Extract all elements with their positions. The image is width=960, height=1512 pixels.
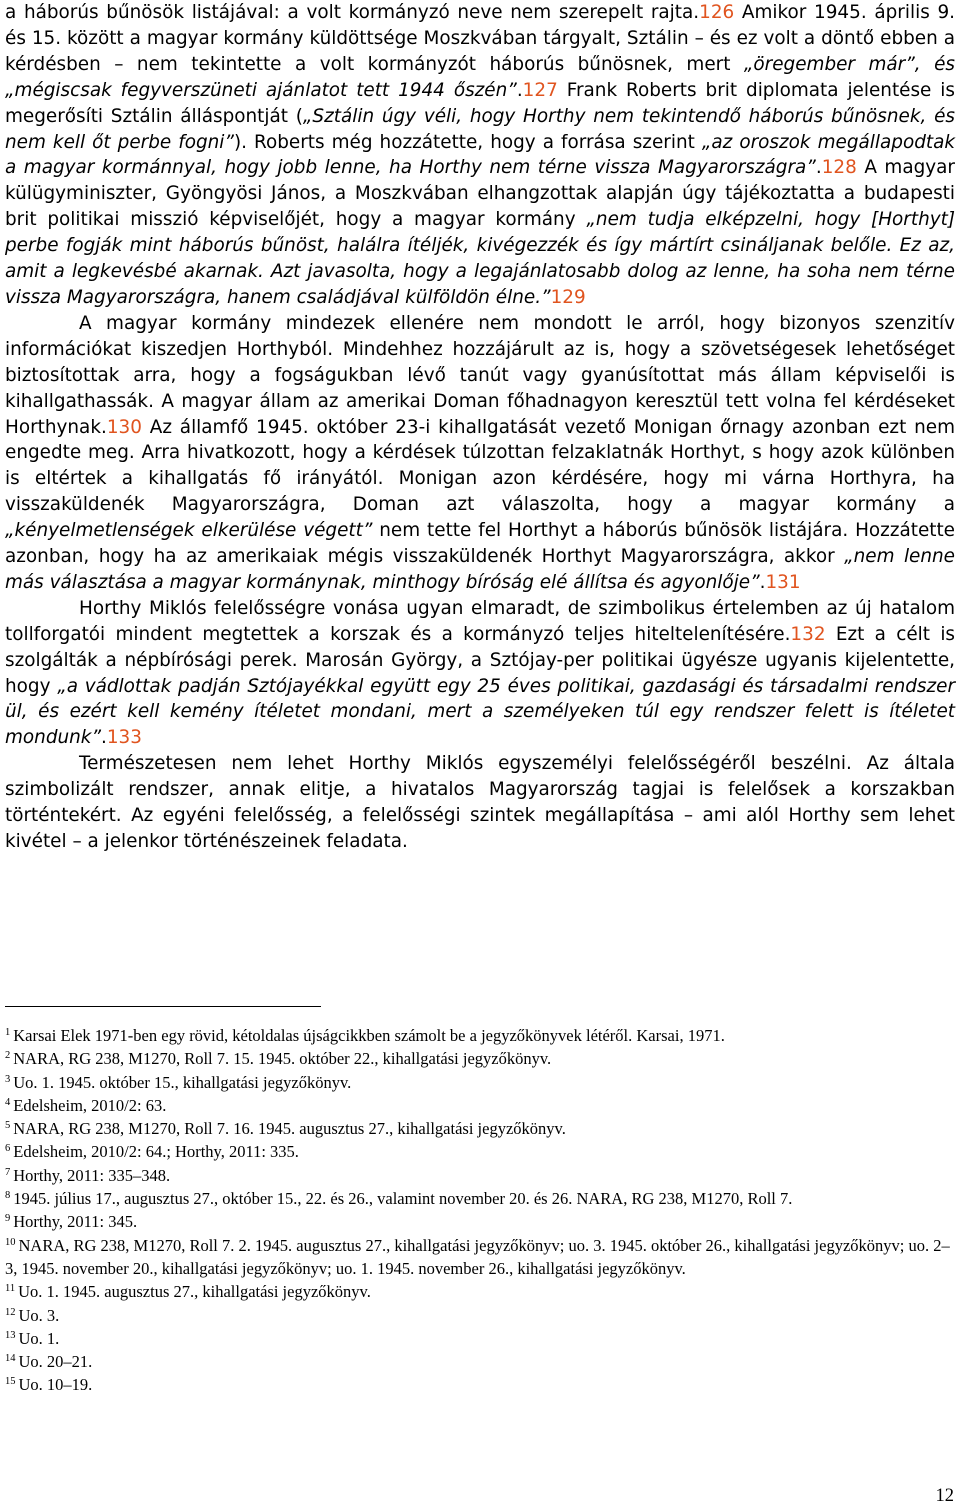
footnote-text: Uo. 1. 1945. augusztus 27., kihallgatási jegyzőkönyv. [18, 1282, 371, 1302]
footnote-number: 4 [5, 1096, 11, 1108]
quotation: „a vádlottak padján Sztójayékkal együtt egy 25 éves politikai, gazdasági és társadalmi rendszer ül, és ezért kell kemény ítéletet mondani, mert a személyeken túl egy rendszer felett is ítéletet mondunk” [5, 675, 956, 749]
quotation: „nem lenne más választása a magyar kormánynak, minthogy bíróság elé állítsa és agyonlője” [5, 546, 956, 593]
text-run: . [815, 157, 822, 179]
footnote-number: 10 [5, 1236, 16, 1248]
footnote-reference: 126 [699, 2, 735, 23]
footnote-number: 12 [5, 1306, 16, 1318]
footnote-text: Uo. 10–19. [18, 1375, 93, 1395]
footnote [5, 1234, 955, 1281]
footnotes [5, 1024, 955, 1397]
footnote-text: Uo. 3. [18, 1305, 60, 1325]
footnote [5, 1117, 955, 1140]
footnote-number: 13 [5, 1329, 16, 1341]
footnote-number: 5 [5, 1120, 11, 1132]
text-run: A magyar külügyminiszter, Gyöngyösi János, a Moszkvában elhangzottak alapján úgy tájékoztatta a budapesti brit politikai misszió képviselőjét, hogy a magyar kormány [5, 157, 955, 231]
footnote-text: NARA, RG 238, M1270, Roll 7. 2. 1945. augusztus 27., kihallgatási jegyzőkönyv; uo. 3. 1945. október 26., kihallgatási jegyzőkönyv; uo. 2–3, 1945. november 20., kihallgatási jegyzőkönyv; uo. 1. 1945. november 26., kihallgatási jegyzőkönyv. [5, 1235, 950, 1278]
footnote [5, 1304, 955, 1327]
footnote-number: 7 [5, 1166, 11, 1178]
footnote-text: Horthy, 2011: 345. [13, 1212, 138, 1232]
footnote-reference: 127 [522, 79, 558, 101]
footnote-text: NARA, RG 238, M1270, Roll 7. 16. 1945. augusztus 27., kihallgatási jegyzőkönyv. [13, 1119, 566, 1139]
footnote-reference: 128 [821, 157, 857, 179]
text-run: nem tette fel Horthyt a háborús bűnösök listájára. Hozzátette azonban, hogy ha az amerikaiak mégis visszaküldenék Horthyt Magyarországra, akkor [5, 520, 956, 568]
footnote [5, 1373, 955, 1396]
page-number: 12 [935, 1486, 954, 1506]
footnote-reference: 133 [106, 727, 142, 749]
footnote-separator [5, 1006, 321, 1007]
footnote [5, 1350, 955, 1373]
text-run: a háborús bűnösök listájával: a volt kormányzó neve nem szerepelt rajta. [5, 2, 700, 23]
footnote-number: 6 [5, 1143, 11, 1155]
paragraph-1 [5, 0, 955, 311]
footnote [5, 1047, 955, 1070]
text-run: ). Roberts még hozzátette, hogy a forrása szerint [233, 131, 702, 153]
footnote [5, 1164, 955, 1187]
paragraph-4 [5, 751, 955, 855]
footnote-text: Horthy, 2011: 335–348. [13, 1165, 171, 1185]
footnote-number: 1 [5, 1027, 11, 1038]
footnote [5, 1187, 955, 1210]
quotation: „öregember már”, és „mégiscsak fegyverszüneti ajánlatot tett 1944 őszén” [5, 53, 955, 101]
text-run: Ezt a célt is szolgálták a népbírósági perek. Marosán György, a Sztójay-per politikai ügyésze ugyanis kijelentette, hogy [5, 623, 956, 697]
footnote [5, 1094, 955, 1117]
main-text [5, 0, 955, 855]
footnote-number: 9 [5, 1213, 11, 1225]
quotation: „kényelmetlenségek elkerülése végett” [5, 520, 373, 542]
footnote [5, 1327, 955, 1350]
footnote-number: 15 [5, 1376, 16, 1388]
quotation: „nem tudja elképzelni, hogy [Horthyt] perbe fogják mint háborús bűnöst, halálra ítéljék, kivégezzék és így mártírt csináljanak belőle. Ez az, amit a legkevésbé akarnak. Azt javasolta, hogy a legajánlatosabb dolog az lenne, ha soha nem térne vissza Magyarországra, hanem családjával külföldön élne.” [5, 209, 956, 308]
quotation: „az oroszok megállapodtak a magyar kormánnyal, hogy jobb lenne, ha Horthy nem térne vissza Magyarországra” [5, 131, 955, 179]
footnote-number: 8 [5, 1190, 11, 1202]
footnote-text: Uo. 1. [18, 1328, 60, 1348]
footnote [5, 1024, 955, 1047]
footnote-number: 2 [5, 1050, 11, 1062]
footnote-number: 3 [5, 1073, 11, 1085]
footnote [5, 1280, 955, 1303]
text-run: . [516, 79, 523, 101]
footnote-reference: 129 [550, 286, 586, 308]
footnote-text: NARA, RG 238, M1270, Roll 7. 15. 1945. október 22., kihallgatási jegyzőkönyv. [13, 1049, 552, 1069]
quotation: „Sztálin úgy véli, hogy Horthy nem tekintendő háborús bűnösnek, és nem kell őt perbe fogni” [5, 105, 955, 153]
footnote-number: 11 [5, 1283, 16, 1295]
paragraph-3 [5, 596, 955, 751]
footnote-text: Edelsheim, 2010/2: 64.; Horthy, 2011: 335. [13, 1142, 299, 1162]
footnote-text: Uo. 20–21. [18, 1352, 93, 1372]
footnote [5, 1210, 955, 1233]
footnote [5, 1140, 955, 1163]
footnote-text: Karsai Elek 1971-ben egy rövid, kétoldalas újságcikkben számolt be a jegyzőkönyvek létéről. Karsai, 1971. [13, 1026, 725, 1045]
text-run: Az államfő 1945. október 23-i kihallgatását vezető Monigan őrnagy azonban ezt nem engedte meg. Arra hivatkozott, hogy a kérdések túlzottan felzaklatnák Horthyt, s hogy azok különben is eltértek a kihallgatás fő irányától. Monigan azon kérdésére, hogy mi várna Horthyra, ha visszaküldenék Magyarországra, Doman azt válaszolta, hogy a magyar kormány a [5, 416, 955, 516]
text-run: Frank Roberts brit diplomata jelentése is megerősíti Sztálin álláspontját ( [5, 79, 955, 127]
footnote-text: 1945. július 17., augusztus 27., október 15., 22. és 26., valamint november 20. és 26. NARA, RG 238, M1270, Roll 7. [13, 1189, 793, 1209]
footnote-number: 14 [5, 1353, 16, 1365]
text-run: A magyar kormány mindezek ellenére nem mondott le arról, hogy bizonyos szenzitív információkat kiszedjen Horthyból. Mindehhez hozzájárult az is, hogy a szövetségesek lehetőséget biztosítottak arra, hogy a fogságukban lévő tanút vagy gyanúsítottat más állam képviselői is kihallgathassák. A magyar állam az amerikai Doman főhadnagyon keresztül tett volna fel kérdéseket Horthynak. [5, 312, 955, 438]
text-run: . [759, 571, 766, 593]
paragraph-2 [5, 311, 955, 596]
footnote-reference: 130 [106, 416, 142, 438]
footnote-text: Uo. 1. 1945. október 15., kihallgatási jegyzőkönyv. [13, 1072, 352, 1092]
text-run: Horthy Miklós felelősségre vonása ugyan elmaradt, de szimbolikus értelemben az új hatalom tollforgatói mindent megtettek a korszak és a kormányzó teljes hiteltelenítésére. [5, 597, 955, 645]
text-run: Természetesen nem lehet Horthy Miklós egyszemélyi felelősségéről beszélni. Az általa szimbolizált rendszer, annak elitje, a hivatalos Magyarország tagjai is felelősek a korszakban történtekért. Az egyéni felelősség, a felelősségi szintek megállapítása – ami alól Horthy sem lehet kivétel – a jelenkor történészeinek feladata. [5, 753, 955, 852]
footnote-reference: 131 [765, 571, 801, 593]
text-run: . [101, 727, 107, 749]
footnote-text: Edelsheim, 2010/2: 63. [13, 1095, 167, 1115]
footnote [5, 1071, 955, 1094]
footnote-reference: 132 [790, 623, 826, 645]
text-run: Amikor 1945. április 9. és 15. között a magyar kormány küldöttsége Moszkvában tárgyalt, Sztálin – és ez volt a döntő ebben a kérdésben – nem tekintette a volt kormányzót háborús bűnösnek, mert [5, 2, 956, 75]
